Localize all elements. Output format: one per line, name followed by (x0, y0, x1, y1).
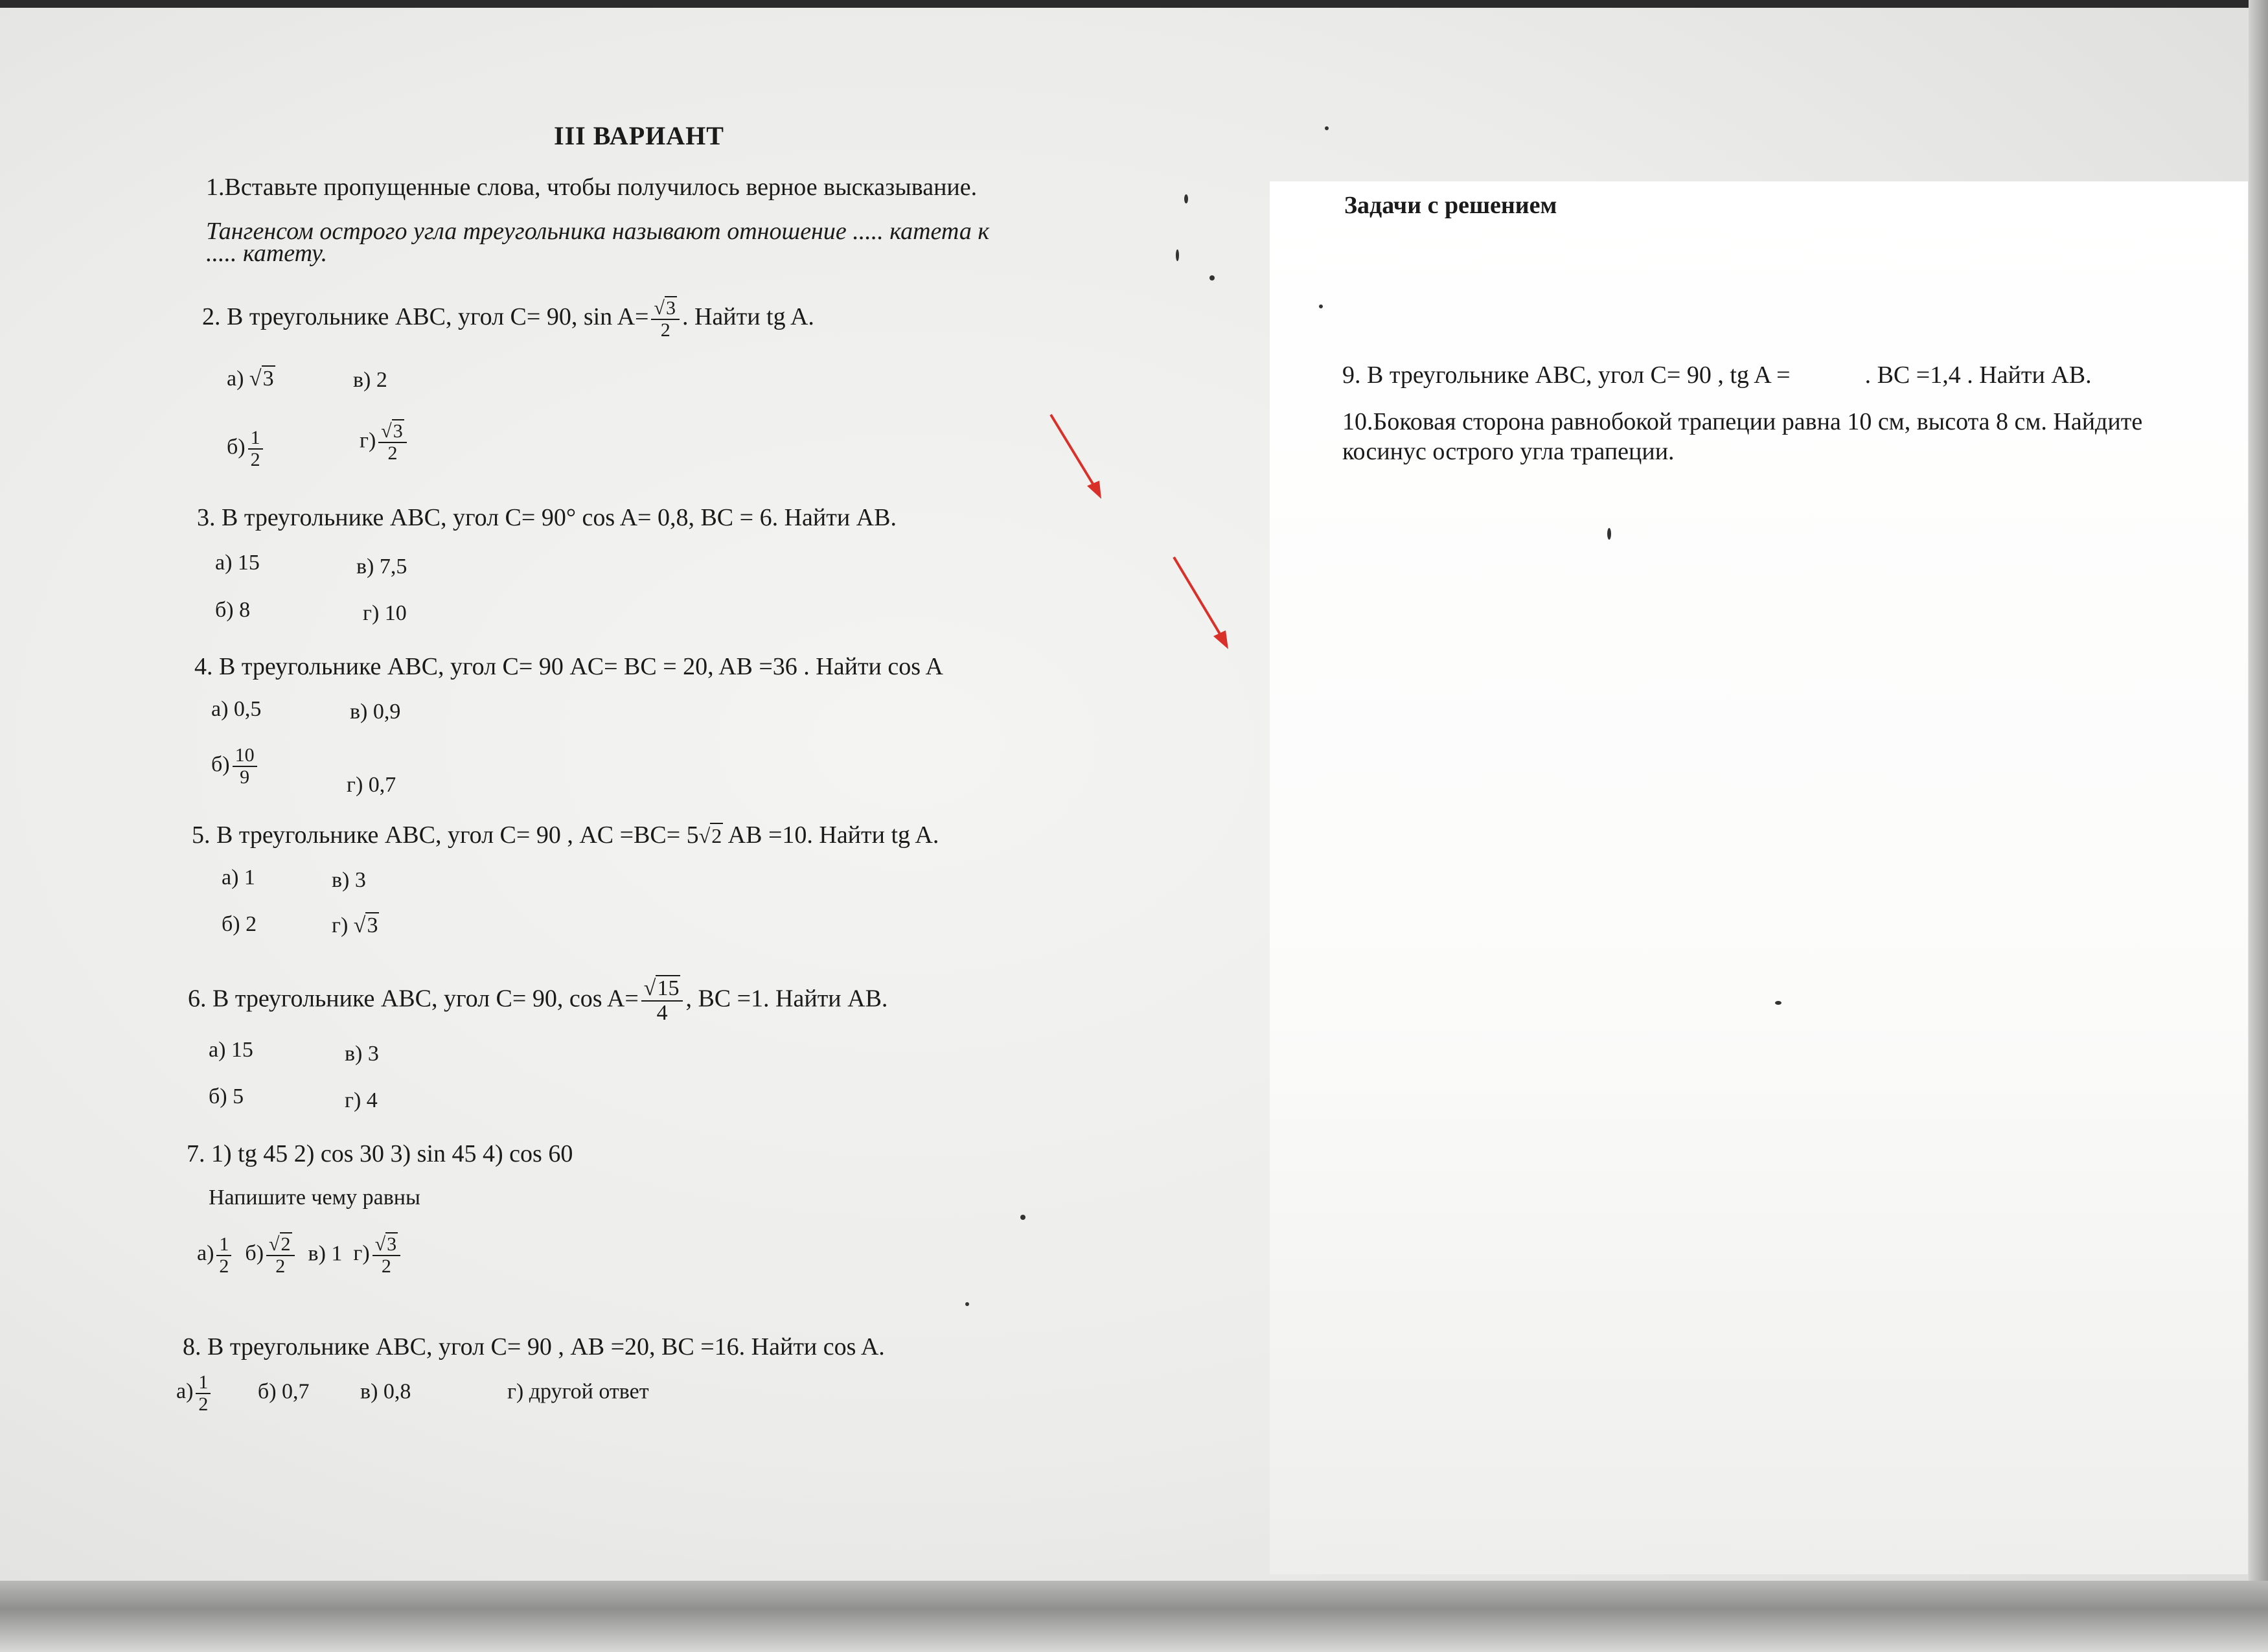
scan-edge-bottom (0, 1581, 2268, 1652)
question-7-option-g: г) $\frac{√3}{2}$ (353, 1241, 403, 1265)
scan-speck (1020, 1215, 1025, 1220)
question-2-option-b: б) $\frac{1}{2}$ (227, 428, 266, 470)
question-4-option-v: в) 0,9 (350, 700, 401, 724)
annotation-arrow-1 (1037, 402, 1114, 512)
scan-speck (965, 1302, 969, 1306)
question-3-text: 3. В треугольнике АВС, угол С= 90° cos A= 0,8, BC = 6. Найти АВ. (197, 504, 897, 531)
scan-edge-right (2249, 0, 2268, 1652)
question-5-text: 5. В треугольнике АВС, угол С= 90 , AC =BC= 5√2 AB =10. Найти tg A. (192, 821, 939, 849)
question-2-frac-num: 3 (665, 297, 676, 319)
question-2-text-before: 2. В треугольнике АВС, угол С= 90, sin A= (202, 303, 649, 331)
question-6-option-g: г) 4 (345, 1088, 378, 1112)
question-6-option-a: а) 15 (209, 1038, 253, 1062)
question-7-option-a: а) $\frac{1}{2}$ (197, 1241, 234, 1265)
question-4-option-g: г) 0,7 (347, 773, 396, 797)
question-6-text: 6. В треугольнике АВС, угол С= 90, cos A= $\frac{√15}{4}$ , BC =1. Найти АВ. (188, 976, 888, 1025)
question-5-option-v: в) 3 (332, 868, 366, 892)
question-2-option-g: г) $\frac{√3}{2}$ (360, 421, 409, 463)
question-3-option-v: в) 7,5 (356, 555, 407, 579)
question-1-statement-line2: ..... катету. (206, 240, 328, 267)
question-3-option-b: б) 8 (215, 598, 251, 622)
question-3-option-a: а) 15 (215, 551, 260, 575)
scan-speck (1209, 275, 1215, 281)
question-7-option-v: в) 1 (308, 1241, 343, 1266)
scan-speck (1325, 126, 1329, 130)
scan-edge-top (0, 0, 2268, 8)
question-2-text (202, 298, 814, 340)
scan-speck (1607, 528, 1611, 540)
question-5-option-b: б) 2 (222, 912, 257, 936)
scan-speck (1775, 1001, 1781, 1005)
question-7-prompt: Напишите чему равны (209, 1186, 420, 1210)
question-7-option-b: б) $\frac{√2}{2}$ (245, 1241, 297, 1265)
question-6-option-v: в) 3 (345, 1042, 379, 1066)
question-6-option-b: б) 5 (209, 1084, 244, 1108)
question-8-option-g: г) другой ответ (507, 1379, 649, 1404)
question-1-statement-line1: Тангенсом острого угла треугольника называют отношение ..... катета к (206, 218, 990, 245)
scan-speck (1184, 194, 1188, 203)
question-2-text-after: . Найти tg A. (682, 303, 814, 331)
question-2-option-v: в) 2 (353, 368, 387, 392)
question-7-options (197, 1234, 403, 1276)
question-8-options (176, 1372, 649, 1414)
question-8-option-b: б) 0,7 (257, 1379, 310, 1404)
question-10-line1: 10.Боковая сторона равнобокой трапеции равна 10 см, высота 8 см. Найдите (1342, 408, 2143, 435)
question-5-option-a: а) 1 (222, 866, 255, 889)
scan-speck (1319, 304, 1323, 308)
scan-speck (1176, 249, 1179, 261)
section-title-tasks-with-solution: Задачи с решением (1344, 192, 1557, 219)
question-5-option-g: г) √3 (332, 913, 378, 937)
question-4-text: 4. В треугольнике АВС, угол С= 90 AC= BC = 20, AB =36 . Найти cos A (194, 653, 943, 680)
question-9-text: 9. В треугольнике АВС, угол С= 90 , tg A = . BC =1,4 . Найти АВ. (1342, 361, 2092, 389)
question-2-fraction: $\frac{√3}{2}$ (651, 298, 679, 340)
question-4-option-a: а) 0,5 (211, 697, 262, 721)
question-1-text: 1.Вставьте пропущенные слова, чтобы получилось верное высказывание. (206, 174, 978, 201)
question-2-frac-den: 2 (660, 319, 670, 341)
question-7-text: 7. 1) tg 45 2) cos 30 3) sin 45 4) cos 60 (187, 1140, 573, 1167)
right-sheet (1270, 181, 2248, 1574)
question-8-option-v: в) 0,8 (360, 1379, 411, 1404)
question-8-text: 8. В треугольнике АВС, угол С= 90 , AB =20, BC =16. Найти cos A. (183, 1333, 885, 1360)
question-3-option-g: г) 10 (363, 601, 407, 625)
question-10-line2: косинус острого угла трапеции. (1342, 438, 1675, 465)
variant-title: III ВАРИАНТ (554, 121, 724, 150)
question-2-option-a: а) √3 (227, 367, 274, 391)
question-8-option-a: а) $\frac{1}{2}$ (176, 1379, 213, 1403)
question-4-option-b: б) $\frac{10}{9}$ (211, 745, 260, 787)
annotation-arrow-2 (1160, 544, 1244, 661)
